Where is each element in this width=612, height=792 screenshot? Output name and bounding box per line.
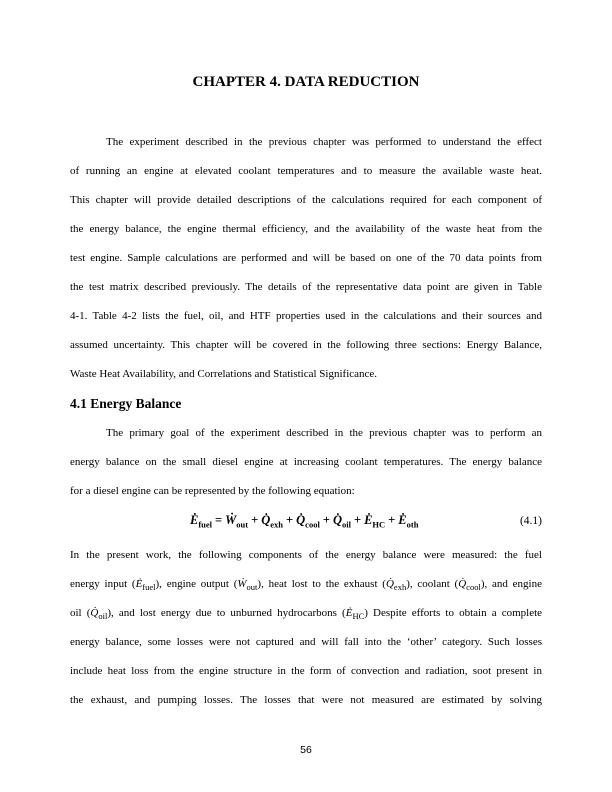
plus-sign: + [322,513,330,527]
section-heading: 4.1 Energy Balance [70,396,182,411]
text-line: energy balance, some losses were not captured and will fall into the ‘other’ category. Such losses [70,636,542,648]
plus-sign: + [251,513,259,527]
text-line: In the present work, the following components of the energy balance were measured: the fuel [70,549,542,561]
text-line: energy balance on the small diesel engine at increasing coolant temperatures. The energy balance [70,456,542,468]
text-line: oil $(Q̇_{oil})$, and lost energy due to unburned hydrocarbons $(Ė_{HC})$ Despite efforts to obtain a complete [70,607,543,622]
math-Q-cool: $Q̇_{cool}$ [458,578,481,593]
text-line: Waste Heat Availability, and Correlations and Statistical Significance. [70,368,378,380]
math-Q-oil: $Q̇_{oil}$ [90,607,108,622]
text-line: 4-1. Table 4-2 lists the fuel, oil, and HTF properties used in the calculations and their sources and [70,310,542,322]
math-Q-exh: $Q̇_{exh}$ [261,513,284,530]
text-line: The experiment described in the previous chapter was performed to understand the effect [106,136,542,148]
equation-body [190,506,418,535]
equals-sign: = [215,513,223,527]
math-E-fuel: $Ė_{fuel}$ [190,513,213,530]
chapter-title: CHAPTER 4. DATA REDUCTION [192,74,420,90]
math-Q-oil: $Q̇_{oil}$ [332,513,351,530]
page-number: 56 [300,744,312,756]
text-line: for a diesel engine can be represented by the following equation: [70,485,355,497]
page-content [0,73,612,715]
equation-number: (4.1) [519,515,542,527]
paragraph-energy-balance [70,419,542,506]
math-E-HC: $Ė_{HC}$ [364,513,386,530]
text-line: the energy balance, the engine thermal efficiency, and the availability of the waste heat from the [70,223,542,235]
equation-4-1 [70,506,542,535]
text-line: the test matrix described previously. The details of the representative data point are given in Table [70,281,542,293]
text-line: assumed uncertainty. This chapter will be covered in the following three sections: Energy Balance, [70,339,542,351]
plus-sign: + [353,513,362,527]
text-line: include heat loss from the engine structure in the form of convection and radiation, soot present in [70,665,542,677]
math-W-out: Ẇ$_{out}$ [237,578,258,593]
plus-sign: + [286,513,294,527]
paragraph-components [70,541,542,715]
paragraph-intro [70,128,542,389]
text-line: This chapter will provide detailed descriptions of the calculations required for each component of [70,194,542,206]
plus-sign: + [388,513,396,527]
text-line: The primary goal of the experiment described in the previous chapter was to perform an [106,427,542,439]
text-line: the exhaust, and pumping losses. The losses that were not measured are estimated by solving [70,694,542,706]
math-Q-cool: $Q̇_{cool}$ [296,513,320,530]
text-line: test engine. Sample calculations are performed and will be based on one of the 70 data points from [70,252,542,264]
math-E-fuel: $Ė_{fuel}$ [135,578,156,593]
math-Q-exh: $Q̇_{exh}$ [385,578,407,593]
text-line: energy input $(Ė_{fuel})$, engine output (Ẇ$_{out}$), heat lost to the exhaust $(Q̇_{exh})$, coolant $(Q̇_{cool})$, and engine [70,578,542,593]
math-E-HC: $Ė_{HC}$ [345,607,365,622]
math-E-oth: $Ė_{oth}$ [398,513,419,530]
math-W-out: Ẇ$_{out}$ [225,513,249,530]
text-line: of running an engine at elevated coolant temperatures and to measure the available waste heat. [70,165,542,177]
